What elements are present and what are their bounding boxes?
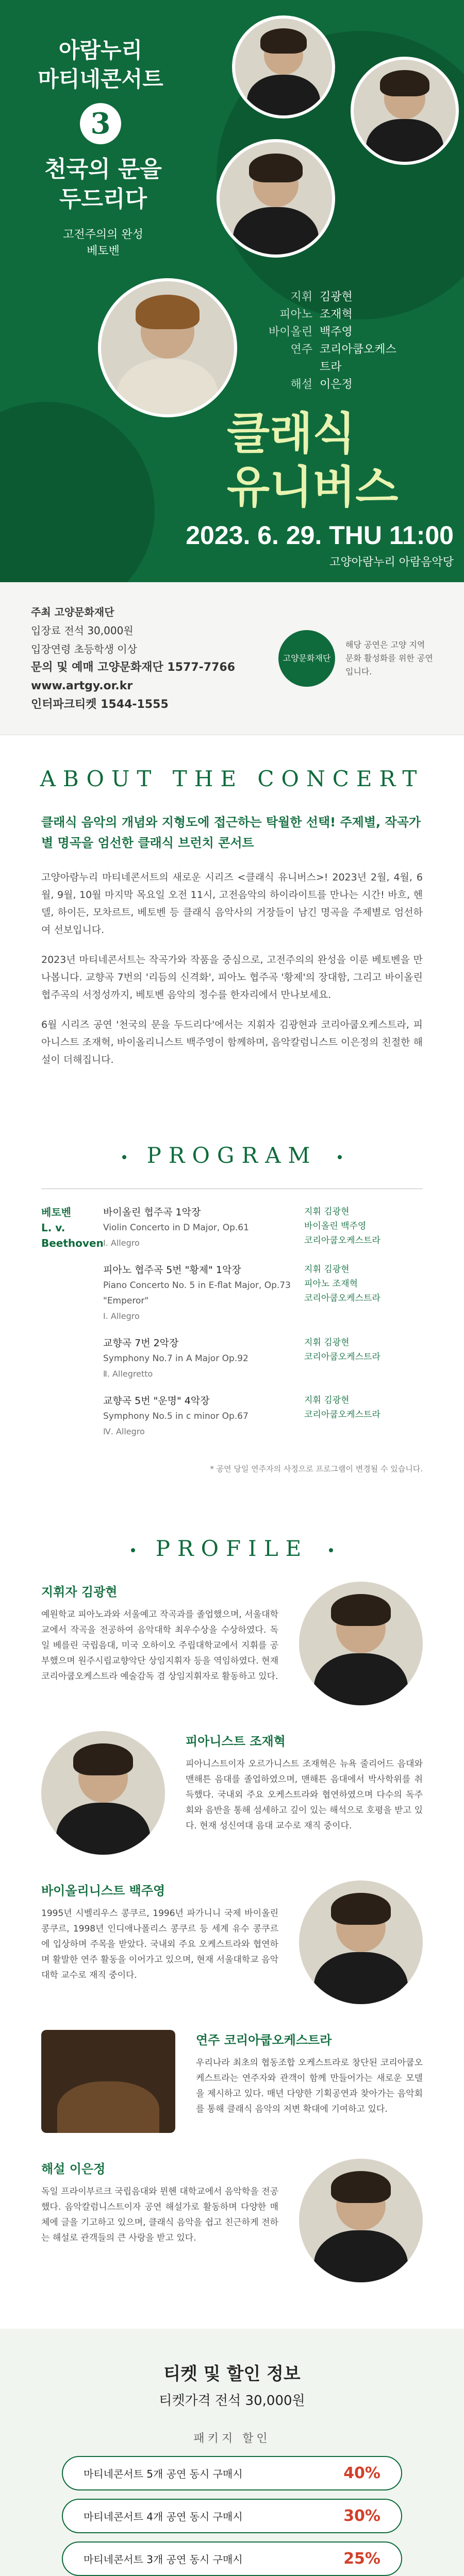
profile-section bbox=[0, 1582, 464, 2329]
ticket-heading: 티켓 및 할인 정보 bbox=[163, 2364, 301, 2384]
info-notice bbox=[278, 603, 433, 714]
profile-card bbox=[41, 2159, 423, 2282]
program-item: 교향곡 7번 2악장 Symphony No.7 in A Major Op.92 Ⅱ. Allegretto 지휘 김광현 코리아쿱오케스트라 bbox=[103, 1337, 380, 1379]
main-title: 클래식 유니버스 bbox=[227, 408, 399, 513]
series-title: 아람누리 마티네콘서트 bbox=[38, 38, 163, 92]
program-item: 바이올린 협주곡 1악장 Violin Concerto in D Major, Op.61 Ⅰ. Allegro 지휘 김광현 바이올린 백주영 코리아쿱오케스트라 bbox=[103, 1207, 380, 1248]
about-section bbox=[0, 812, 464, 1112]
profile-photo bbox=[41, 1731, 165, 1855]
about-paragraph: 6월 시리즈 공연 '천국의 문을 두드리다'에서는 지휘자 김광현과 코리아쿱오케스트라, 피아니스트 조재혁, 바이올리니스트 백주영이 함께하며, 음악칼럼니스트 이은정의 친절한 해설이 더해집니다. bbox=[41, 1019, 423, 1065]
hero-poster bbox=[0, 0, 464, 582]
inquiry-text-2: 인터파크티켓 1544-1555 bbox=[31, 698, 169, 711]
profile-name: 지휘자 김광현 bbox=[41, 1585, 118, 1599]
profile-name: 연주 코리아쿱오케스트라 bbox=[196, 2033, 332, 2047]
concert-theme: 고전주의의 완성 베토벤 bbox=[63, 228, 143, 258]
profile-name: 해설 이은정 bbox=[41, 2162, 106, 2176]
profile-card bbox=[41, 1731, 423, 1855]
package-discount: 마티네콘서트 5개 공연 동시 구매시 40% bbox=[62, 2456, 402, 2490]
inquiry-text: 문의 및 예매 고양문화재단 1577-7766 www.artgy.or.kr bbox=[31, 661, 236, 692]
profile-name: 바이올리니스트 백주영 bbox=[41, 1884, 165, 1898]
profile-bio: 독일 프라이부르크 국립음대와 뮌헨 대학교에서 음악학을 전공했다. 음악칼럼니스트이자 공연 해설가로 활동하며 다양한 매체에 글을 기고하고 있으며, 클래식 음악을 쉽고 친근하게 전하는 해설로 관객들의 큰 사랑을 받고 있다. bbox=[41, 2187, 278, 2243]
ticket-price: 티켓가격 전석 30,000원 bbox=[159, 2393, 305, 2409]
performer-photo bbox=[98, 278, 237, 417]
package-discount: 마티네콘서트 4개 공연 동시 구매시 30% bbox=[62, 2499, 402, 2533]
profile-bio: 피아니스트이자 오르가니스트 조재혁은 뉴욕 줄리어드 음대와 맨해튼 음대를 졸업하였으며, 맨해튼 음대에서 박사학위를 취득했다. 국내외 주요 오케스트라와 협연하였으며 다수의 독주회와 음반을 통해 섬세하고 깊이 있는 해석으로 호평을 받고 있다. 현재 성신여대 음대 교수로 재직 중이다. bbox=[186, 1759, 423, 1831]
package-heading: 패키지 할인 bbox=[193, 2432, 271, 2445]
age-limit-text: 입장연령 초등학생 이상 bbox=[31, 643, 137, 655]
price-text: 입장료 전석 30,000원 bbox=[31, 624, 134, 637]
cast-row: 피아노 조재혁 bbox=[279, 308, 353, 321]
performer-photo bbox=[217, 139, 335, 258]
profile-photo bbox=[299, 1582, 423, 1705]
program-works bbox=[103, 1205, 423, 1439]
concert-subtitle: 천국의 문을 두드리다 bbox=[44, 156, 162, 212]
profile-card bbox=[41, 1582, 423, 1705]
series-number: 3 bbox=[80, 103, 121, 144]
program-section bbox=[0, 1189, 464, 1505]
profile-bio: 우리나라 최초의 협동조합 오케스트라로 창단된 코리아쿱오케스트라는 연주자와 관객이 함께 만들어가는 새로운 모델을 제시하고 있다. 매년 다양한 기획공연과 찾아가는 음악회를 통해 클래식 음악의 저변 확대에 기여하고 있다. bbox=[196, 2058, 423, 2114]
profile-heading: PROFILE bbox=[0, 1505, 464, 1582]
program-item: 교향곡 5번 "운명" 4악장 Symphony No.5 in c minor Op.67 Ⅳ. Allegro 지휘 김광현 코리아쿱오케스트라 bbox=[103, 1395, 380, 1436]
foundation-logo: 고양문화재단 bbox=[278, 630, 335, 687]
performer-photo bbox=[232, 15, 335, 118]
cast-row: 바이올린 백주영 bbox=[268, 326, 353, 338]
profile-bio: 1995년 시벨리우스 콩쿠르, 1996년 파가니니 국제 바이올린 콩쿠르, 1998년 인디애나폴리스 콩쿠르 등 세계 유수 콩쿠르에 입상하며 주목을 받았다. 국내외 주요 오케스트라와 협연하며 활발한 연주 활동을 이어가고 있으며, 현재 서울대학교 음악대학 교수로 재직 중이다. bbox=[41, 1908, 278, 1980]
profile-photo bbox=[299, 1880, 423, 2004]
about-paragraph: 고양아람누리 마티네콘서트의 새로운 시리즈 <클래식 유니버스>! 2023년 2월, 4월, 6월, 9월, 10월 마지막 목요일 오전 11시, 고전음악의 하이라이트를 만나는 시간! 바흐, 헨델, 하이든, 모차르트, 베토벤 등 클래식 음악사의 거장들이 남긴 명곡을 주제별로 엄선하여 선보입니다. bbox=[41, 872, 423, 936]
profile-card bbox=[41, 2030, 423, 2133]
composer-name: 베토벤 L. v. Beethoven bbox=[41, 1206, 104, 1249]
cast-row: 연주 코리아쿱오케스트라 bbox=[290, 343, 396, 374]
info-bar bbox=[0, 582, 464, 735]
cast-row: 지휘 김광현 bbox=[290, 291, 353, 303]
about-paragraph: 2023년 마티네콘서트는 작곡가와 작품을 중심으로, 고전주의의 완성을 이룬 베토벤을 만나봅니다. 교향곡 7번의 '리듬의 신격화', 피아노 협주곡 '황제'의 장대함, 그리고 바이올린 협주곡의 서정성까지, 베토벤 음악의 정수를 한자리에서 만나보세요. bbox=[41, 954, 423, 1001]
program-heading: PROGRAM bbox=[0, 1112, 464, 1189]
program-row bbox=[41, 1189, 423, 1455]
concert-venue: 고양아람누리 아람음악당 bbox=[329, 556, 454, 569]
concert-date: 2023. 6. 29. THU 11:00 bbox=[186, 521, 454, 550]
ticket-section bbox=[0, 2329, 464, 2576]
program-item: 피아노 협주곡 5번 "황제" 1악장 Piano Concerto No. 5 in E-flat Major, Op.73 "Emperor" Ⅰ. Allegro 지휘 김광현 피아노 조재혁 코리아쿱오케스트라 bbox=[103, 1264, 380, 1321]
info-details bbox=[31, 603, 278, 714]
package-discount: 마티네콘서트 3개 공연 동시 구매시 25% bbox=[62, 2541, 402, 2576]
performer-photo bbox=[351, 57, 459, 165]
about-heading: ABOUT THE CONCERT bbox=[40, 766, 424, 791]
orchestra-photo bbox=[41, 2030, 175, 2133]
about-lead: 클래식 음악의 개념와 지형도에 접근하는 탁월한 선택! 주제별, 작곡가별 명곡을 엄선한 클래식 브런치 콘서트 bbox=[41, 815, 421, 850]
profile-card bbox=[41, 1880, 423, 2004]
profile-photo bbox=[299, 2159, 423, 2282]
cast-row: 해설 이은정 bbox=[290, 378, 353, 391]
profile-name: 피아니스트 조재혁 bbox=[186, 1734, 286, 1749]
cast-list bbox=[253, 289, 407, 394]
profile-bio: 예원학교 피아노과와 서울예고 작곡과를 졸업했으며, 서울대학교에서 작곡을 전공하여 음악대학 최우수상을 수상하였다. 독일 베를린 국립음대, 미국 오하이오 주립대학교에서 지휘를 공부했으며 원주시립교향악단 상임지휘자 등을 역임하였다. 현재 코리아쿱오케스트라 예술감독 겸 상임지휘자로 활동하고 있다. bbox=[41, 1609, 278, 1682]
notice-text: 해당 공연은 고양 지역 문화 활성화를 위한 공연입니다. bbox=[345, 640, 433, 676]
program-note: * 공연 당일 연주자의 사정으로 프로그램이 변경될 수 있습니다. bbox=[210, 1464, 423, 1473]
host-text: 주최 고양문화재단 bbox=[31, 606, 114, 618]
